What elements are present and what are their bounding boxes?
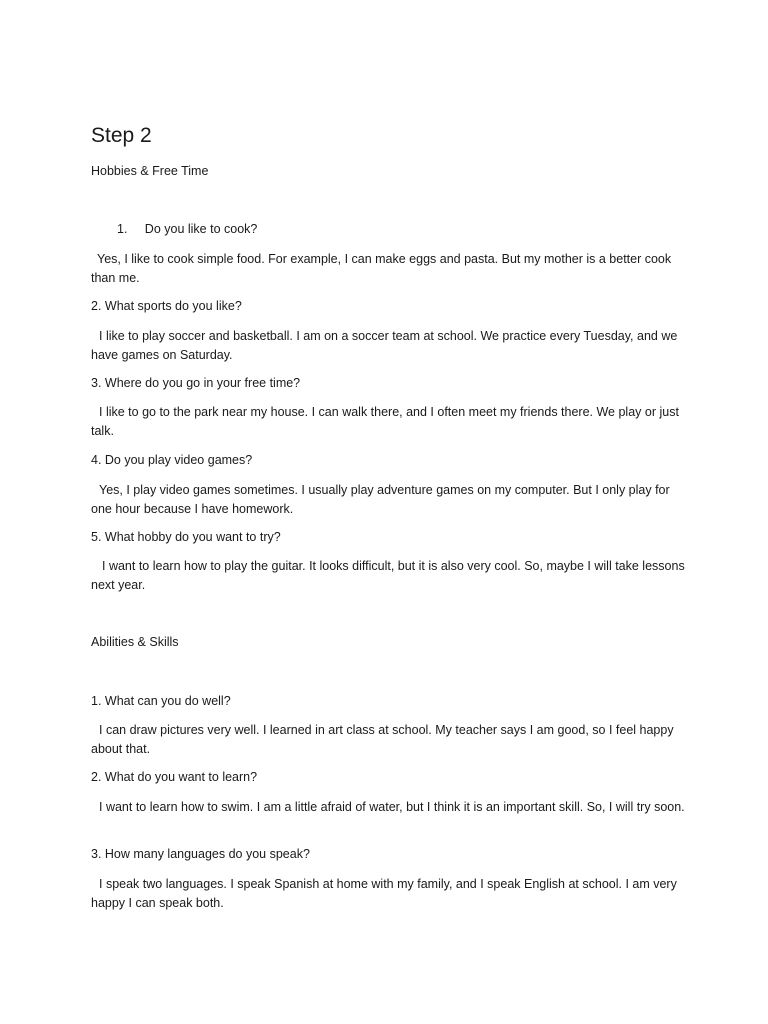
answer-8: I speak two languages. I speak Spanish at home with my family, and I speak English at school. I am very happy I can speak both. bbox=[91, 877, 677, 910]
question-6: 1. What can you do well? bbox=[91, 694, 231, 708]
answer-6: I can draw pictures very well. I learned in art class at school. My teacher says I am good, so I feel happy about that. bbox=[91, 723, 674, 756]
page-title: Step 2 bbox=[91, 124, 152, 147]
question-3: 3. Where do you go in your free time? bbox=[91, 376, 301, 390]
question-4: 4. Do you play video games? bbox=[91, 453, 253, 467]
answer-2: I like to play soccer and basketball. I am on a soccer team at school. We practice every Tuesday, and we have games on Saturday. bbox=[91, 329, 678, 362]
answer-5: I want to learn how to play the guitar. It looks difficult, but it is also very cool. So, maybe I will take lessons next year. bbox=[91, 559, 685, 592]
answer-1: Yes, I like to cook simple food. For example, I can make eggs and pasta. But my mother is a better cook than me. bbox=[91, 252, 672, 285]
question-8: 3. How many languages do you speak? bbox=[91, 847, 310, 861]
section-heading-abilities: Abilities & Skills bbox=[91, 635, 179, 649]
question-2: 2. What sports do you like? bbox=[91, 299, 242, 313]
question-7: 2. What do you want to learn? bbox=[91, 770, 258, 784]
answer-3: I like to go to the park near my house. I can walk there, and I often meet my friends there. We play or just talk. bbox=[91, 405, 679, 438]
answer-7: I want to learn how to swim. I am a little afraid of water, but I think it is an important skill. So, I will try soon. bbox=[99, 800, 685, 814]
answer-4: Yes, I play video games sometimes. I usually play adventure games on my computer. But I only play for one hour because I have homework. bbox=[91, 483, 670, 516]
question-1: 1. Do you like to cook? bbox=[117, 222, 258, 236]
question-5: 5. What hobby do you want to try? bbox=[91, 530, 281, 544]
section-heading-hobbies: Hobbies & Free Time bbox=[91, 164, 209, 178]
